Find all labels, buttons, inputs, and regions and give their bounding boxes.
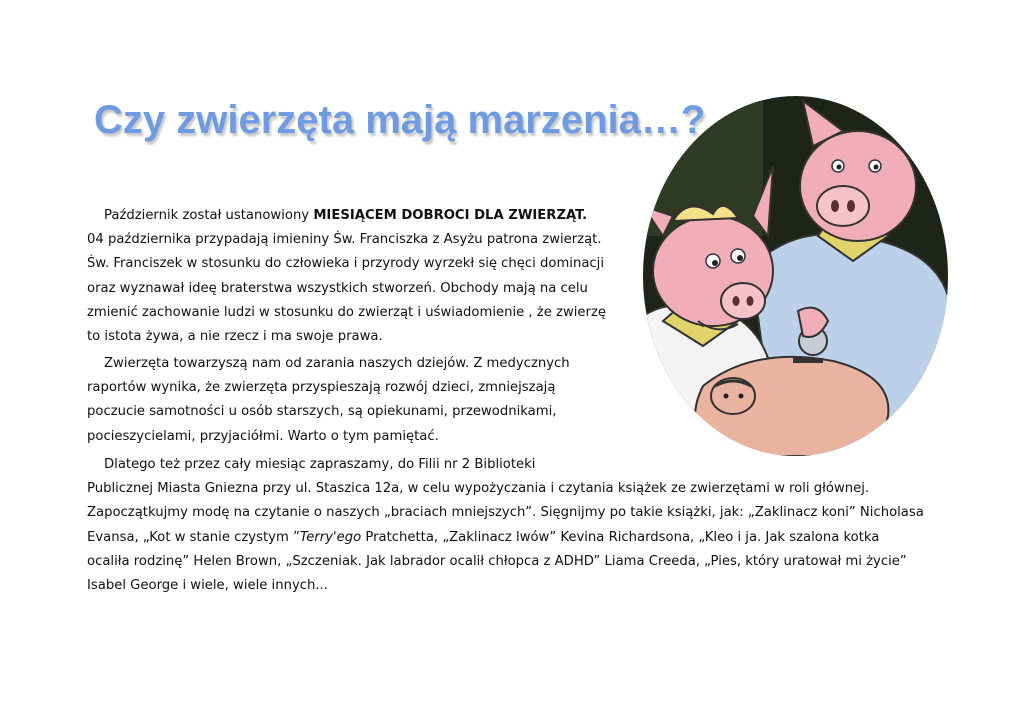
paragraph-3-line-3: Zapoczątkujmy modę na czytanie o naszych „braciach mniejszych”. Sięgnijmy po takie książki, jak: „Zaklinacz koni” Nicholasa [87, 505, 924, 521]
paragraph-3-line-1: Dlatego też przez cały miesiąc zapraszamy, do Filii nr 2 Biblioteki [104, 457, 536, 472]
paragraph-2 [87, 352, 570, 449]
paragraph-3-line-6: Isabel George i wiele, wiele innych... [87, 577, 328, 593]
paragraph-1-line-3: Św. Franciszek w stosunku do człowieka i przyrody wyrzekł się chęci dominacji [87, 256, 604, 272]
paragraph-1-bold-text: MIESIĄCEM DOBROCI DLA ZWIERZĄT. [313, 208, 588, 223]
paragraph-3-line-4-text-a: Evansa, „Kot w stanie czystym ” [87, 529, 300, 545]
paragraph-2-line-3: poczucie samotności u osób starszych, są opiekunami, przewodnikami, [87, 404, 557, 420]
paragraph-1-line-2: 04 października przypadają imieniny Św. Franciszka z Asyżu patrona zwierząt. [87, 232, 602, 248]
paragraph-3-line-4 [87, 526, 924, 550]
paragraph-2-line-1: Zwierzęta towarzyszą nam od zarania naszych dziejów. Z medycznych [104, 356, 570, 371]
paragraph-1-line-4: oraz wyznawał ideę braterstwa wszystkich stworzeń. Obchody mają na celu [87, 280, 588, 296]
paragraph-1-line-1 [87, 204, 606, 228]
paragraph-3-line-2: Publicznej Miasta Gniezna przy ul. Staszica 12a, w celu wypożyczania i czytania książek ze zwierzętami w roli głównej. [87, 481, 870, 497]
paragraph-1 [87, 204, 606, 349]
paragraph-1-line-1-text: Październik został ustanowiony [104, 208, 314, 223]
paragraph-2-line-4: pocieszycielami, przyjaciółmi. Warto o tym pamiętać. [87, 428, 439, 444]
paragraph-1-line-6: to istota żywa, a nie rzecz i ma swoje prawa. [87, 328, 383, 344]
paragraph-2-line-2: raportów wynika, że zwierzęta przyspieszają rozwój dzieci, zmniejszają [87, 380, 556, 396]
page-title: Czy zwierzęta mają marzenia…? [94, 98, 706, 142]
paragraph-3-line-4-text-b: Pratchetta, „Zaklinacz lwów” Kevina Richardsona, „Kleo i ja. Jak szalona kotka [361, 529, 880, 545]
paragraph-1-line-5: zmienić zachowanie ludzi w stosunku do zwierząt i uświadomienie , że zwierzę [87, 304, 606, 320]
paragraph-3 [87, 453, 924, 598]
pigs-illustration-image [643, 96, 948, 456]
paragraph-3-line-5: ocaliła rodzinę” Helen Brown, „Szczeniak. Jak labrador ocalił chłopca z ADHD” Liama Creeda, „Pies, który uratował mi życie” [87, 553, 907, 569]
pigs-illustration [643, 96, 948, 456]
paragraph-3-italic-text: Terry'ego [299, 529, 362, 545]
